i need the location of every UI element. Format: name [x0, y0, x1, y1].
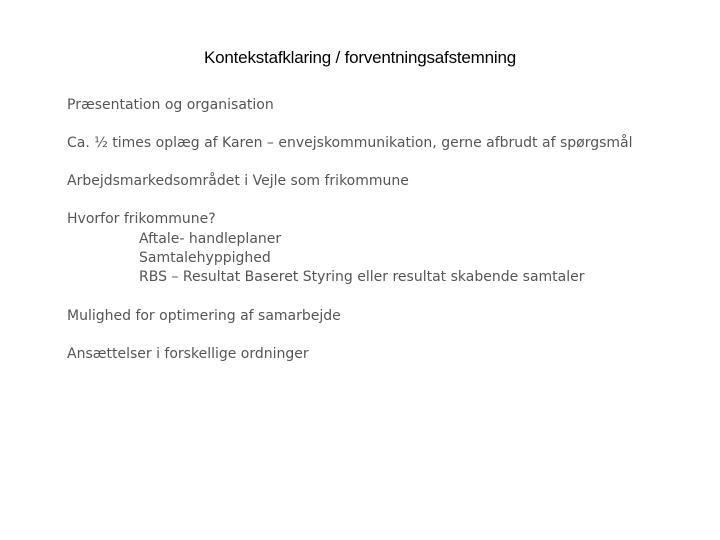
- bullet-item: Hvorfor frikommune?: [67, 211, 216, 227]
- sub-item: Samtalehyppighed: [139, 250, 271, 266]
- bullet-item: Ca. ½ times oplæg af Karen – envejskommunikation, gerne afbrudt af spørgsmål: [67, 135, 633, 151]
- bullet-item: Arbejdsmarkedsområdet i Vejle som frikommune: [67, 173, 409, 189]
- bullet-item: Mulighed for optimering af samarbejde: [67, 308, 341, 324]
- slide-body: [67, 97, 677, 363]
- bullet-group: [67, 211, 677, 287]
- bullet-item: Præsentation og organisation: [67, 97, 274, 113]
- sub-item: Aftale- handleplaner: [139, 231, 282, 247]
- slide-title: Kontekstafklaring / forventningsafstemning: [204, 48, 516, 67]
- sub-list: [67, 230, 677, 287]
- sub-item: RBS – Resultat Baseret Styring eller resultat skabende samtaler: [139, 269, 585, 285]
- bullet-item: Ansættelser i forskellige ordninger: [67, 346, 309, 362]
